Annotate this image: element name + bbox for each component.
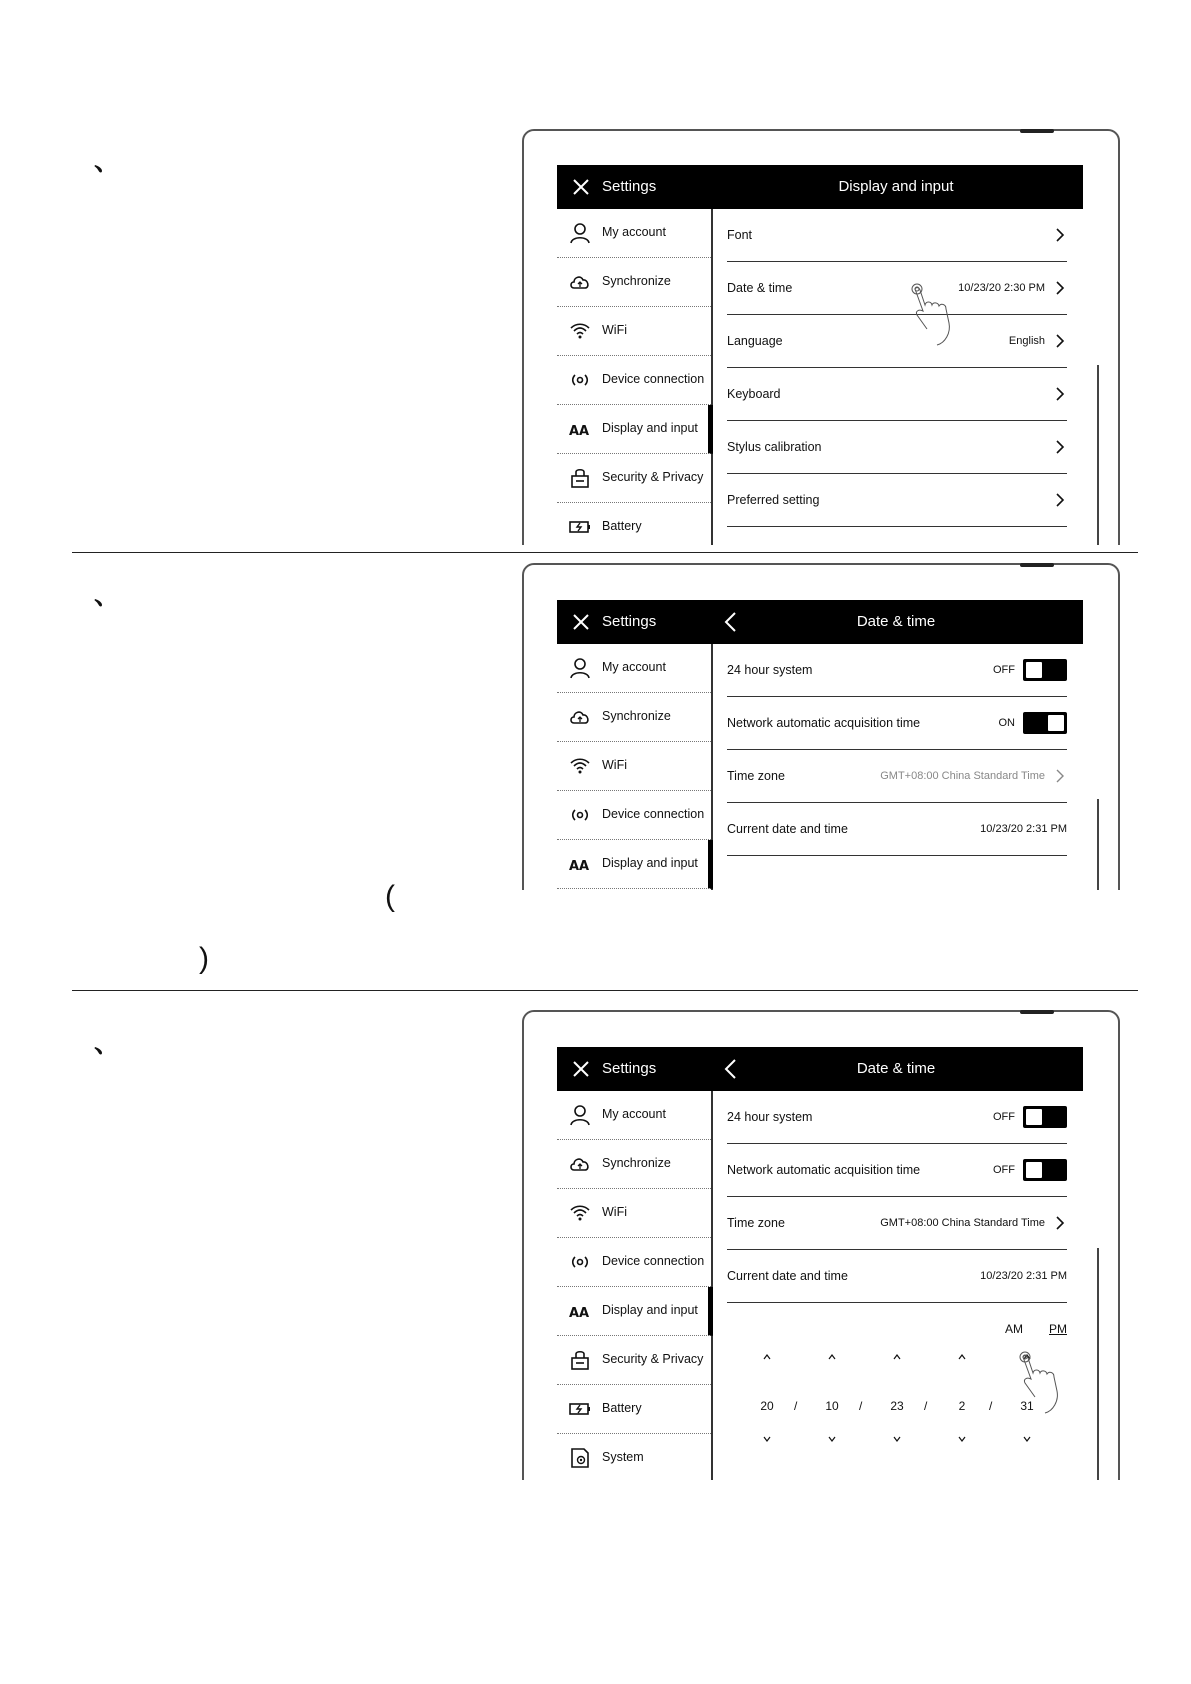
sidebar-item-system[interactable]	[557, 1434, 711, 1480]
svg-text:AA: AA	[569, 424, 590, 439]
row-value: English	[1008, 335, 1045, 347]
settings-sidebar	[557, 644, 713, 890]
user-icon	[569, 657, 591, 679]
am-option[interactable]: AM	[1005, 1322, 1023, 1336]
row-label: Font	[727, 228, 753, 242]
sidebar-item-label: Security & Privacy	[602, 1352, 704, 1366]
device-frame-1	[522, 129, 1122, 545]
sidebar-item-display-input[interactable]	[557, 840, 713, 889]
device-connection-icon	[569, 369, 591, 391]
close-icon[interactable]	[571, 1059, 591, 1079]
sidebar-item-wifi[interactable]	[557, 742, 711, 791]
sidebar-item-battery[interactable]	[557, 503, 711, 545]
row-label: Keyboard	[727, 387, 781, 401]
row-font[interactable]	[727, 209, 1067, 262]
sidebar-item-wifi[interactable]	[557, 307, 711, 356]
settings-sidebar	[557, 209, 713, 545]
toggle-state-label: OFF	[993, 664, 1015, 676]
sidebar-item-device-connection[interactable]	[557, 791, 711, 840]
chevron-right-icon	[1055, 387, 1065, 401]
row-label: Network automatic acquisition time	[727, 1163, 921, 1177]
row-label: Language	[727, 334, 783, 348]
sidebar-item-label: Battery	[602, 519, 642, 533]
picker-separator: /	[989, 1399, 993, 1413]
row-value: GMT+08:00 China Standard Time	[880, 1217, 1045, 1229]
sidebar-item-label: Display and input	[602, 856, 698, 870]
wifi-icon	[569, 1202, 591, 1224]
row-value: GMT+08:00 China Standard Time	[880, 770, 1045, 782]
row-label: Preferred setting	[727, 493, 820, 507]
sidebar-item-label: Device connection	[602, 1254, 705, 1268]
date-time-edit-screen	[557, 1047, 1083, 1480]
sidebar-item-security-privacy[interactable]	[557, 454, 711, 503]
picker-separator: /	[794, 1399, 798, 1413]
toggle-state-label: OFF	[993, 1111, 1015, 1123]
row-label: Network automatic acquisition time	[727, 716, 921, 730]
row-label: Stylus calibration	[727, 440, 822, 454]
sidebar-item-device-connection[interactable]	[557, 1238, 711, 1287]
row-value: 10/23/20 2:31 PM	[980, 1270, 1067, 1282]
row-label: Current date and time	[727, 822, 848, 836]
24-hour-toggle[interactable]	[1023, 1106, 1067, 1128]
chevron-right-icon	[1055, 1216, 1065, 1230]
network-time-toggle[interactable]	[1023, 1159, 1067, 1181]
sidebar-item-my-account[interactable]	[557, 1091, 711, 1140]
row-label: Time zone	[727, 769, 785, 783]
close-icon[interactable]	[571, 177, 591, 197]
section-3-mark: 、	[94, 1028, 121, 1058]
page-title: Date & time	[856, 1060, 936, 1077]
wifi-icon	[569, 755, 591, 777]
sidebar-item-label: Synchronize	[602, 274, 671, 288]
sidebar-item-display-input[interactable]	[557, 1287, 713, 1336]
settings-content	[711, 1091, 1083, 1480]
sidebar-item-synchronize[interactable]	[557, 258, 711, 307]
row-current-date-time	[727, 1250, 1067, 1303]
row-label: Current date and time	[727, 1269, 848, 1283]
chevron-down-icon[interactable]	[762, 1435, 772, 1443]
chevron-up-icon[interactable]	[892, 1353, 902, 1361]
sidebar-item-label: Display and input	[602, 421, 698, 435]
settings-content	[711, 644, 1083, 890]
top-bar	[557, 600, 1083, 644]
row-label: Time zone	[727, 1216, 785, 1230]
device-connection-icon	[569, 1251, 591, 1273]
sidebar-item-label: Display and input	[602, 1303, 698, 1317]
section-divider	[72, 990, 1138, 991]
picker-separator: /	[924, 1399, 928, 1413]
settings-screen	[557, 165, 1083, 545]
sidebar-item-synchronize[interactable]	[557, 693, 711, 742]
battery-icon	[569, 516, 591, 538]
chevron-down-icon[interactable]	[827, 1435, 837, 1443]
top-bar	[557, 165, 1083, 209]
chevron-right-icon	[1055, 228, 1065, 242]
sidebar-item-label: My account	[602, 660, 666, 674]
lock-icon	[569, 1349, 591, 1371]
sidebar-item-label: System	[602, 1450, 644, 1464]
sidebar-item-label: Synchronize	[602, 709, 671, 723]
sidebar-item-security-privacy[interactable]	[557, 1336, 711, 1385]
chevron-down-icon[interactable]	[892, 1435, 902, 1443]
sidebar-item-label: WiFi	[602, 1205, 627, 1219]
row-label: 24 hour system	[727, 663, 813, 677]
settings-title: Settings	[602, 613, 657, 630]
day-value: 23	[890, 1399, 904, 1413]
settings-title: Settings	[602, 178, 657, 195]
24-hour-toggle[interactable]	[1023, 659, 1067, 681]
sidebar-item-label: Security & Privacy	[602, 470, 704, 484]
battery-icon	[569, 1398, 591, 1420]
chevron-right-icon	[1055, 769, 1065, 783]
display-input-icon	[569, 1300, 591, 1322]
row-preferred-setting[interactable]	[727, 474, 1067, 527]
picker-separator: /	[859, 1399, 863, 1413]
section-1-mark: 、	[94, 146, 121, 176]
row-24-hour-system	[727, 1091, 1067, 1144]
user-icon	[569, 222, 591, 244]
cloud-sync-icon	[569, 271, 591, 293]
sidebar-item-device-connection[interactable]	[557, 356, 711, 405]
settings-content	[711, 209, 1083, 545]
row-time-zone[interactable]	[727, 1197, 1067, 1250]
tap-hand-icon	[1019, 1351, 1073, 1415]
row-language[interactable]	[727, 315, 1067, 368]
date-time-screen	[557, 600, 1083, 890]
cloud-sync-icon	[569, 1153, 591, 1175]
row-date-time[interactable]	[727, 262, 1067, 315]
sidebar-item-my-account[interactable]	[557, 644, 711, 693]
sidebar-item-label: Battery	[602, 1401, 642, 1415]
toggle-state-label: OFF	[993, 1164, 1015, 1176]
lock-icon	[569, 467, 591, 489]
chevron-right-icon	[1055, 334, 1065, 348]
settings-sidebar	[557, 1091, 713, 1480]
row-label: 24 hour system	[727, 1110, 813, 1124]
row-stylus-calibration[interactable]	[727, 421, 1067, 474]
scrollbar[interactable]	[1097, 365, 1099, 545]
chevron-down-icon[interactable]	[957, 1435, 967, 1443]
settings-title: Settings	[602, 1060, 657, 1077]
svg-text:AA: AA	[569, 859, 590, 874]
section-2-mark: 、	[94, 580, 121, 610]
sidebar-item-wifi[interactable]	[557, 1189, 711, 1238]
sidebar-item-my-account[interactable]	[557, 209, 711, 258]
section-divider	[72, 552, 1138, 553]
close-icon[interactable]	[571, 612, 591, 632]
sidebar-item-display-input[interactable]	[557, 405, 713, 454]
device-connection-icon	[569, 804, 591, 826]
chevron-right-icon	[1055, 440, 1065, 454]
paren-open: (	[385, 880, 395, 913]
device-frame-2	[522, 563, 1122, 890]
page-title: Date & time	[856, 613, 936, 630]
row-label: Date & time	[727, 281, 793, 295]
scrollbar[interactable]	[1097, 1248, 1099, 1480]
row-time-zone	[727, 750, 1067, 803]
sidebar-item-label: My account	[602, 1107, 666, 1121]
month-value: 10	[825, 1399, 839, 1413]
chevron-up-icon[interactable]	[957, 1353, 967, 1361]
system-icon	[569, 1447, 591, 1469]
page-title: Display and input	[838, 178, 954, 195]
sidebar-item-label: My account	[602, 225, 666, 239]
sidebar-item-label: Device connection	[602, 372, 705, 386]
chevron-up-icon[interactable]	[827, 1353, 837, 1361]
row-keyboard[interactable]	[727, 368, 1067, 421]
date-time-picker	[727, 1303, 1067, 1480]
display-input-icon	[569, 418, 591, 440]
row-network-time	[727, 1144, 1067, 1197]
device-frame-3	[522, 1010, 1122, 1480]
sidebar-item-label: Synchronize	[602, 1156, 671, 1170]
top-bar	[557, 1047, 1083, 1091]
sidebar-item-label: WiFi	[602, 323, 627, 337]
wifi-icon	[569, 320, 591, 342]
toggle-state-label: ON	[998, 717, 1015, 729]
tap-hand-icon	[911, 283, 965, 347]
network-time-toggle[interactable]	[1023, 712, 1067, 734]
chevron-right-icon	[1055, 493, 1065, 507]
pm-option[interactable]: PM	[1049, 1322, 1067, 1336]
cloud-sync-icon	[569, 706, 591, 728]
chevron-right-icon	[1055, 281, 1065, 295]
row-value: 10/23/20 2:30 PM	[958, 282, 1045, 294]
sidebar-item-label: WiFi	[602, 758, 627, 772]
hour-value: 2	[958, 1399, 966, 1413]
display-input-icon	[569, 853, 591, 875]
chevron-up-icon[interactable]	[762, 1353, 772, 1361]
row-24-hour-system	[727, 644, 1067, 697]
scrollbar[interactable]	[1097, 799, 1099, 890]
row-network-time	[727, 697, 1067, 750]
year-value: 20	[760, 1399, 774, 1413]
minute-value: 31	[1020, 1399, 1034, 1413]
paren-close: )	[199, 942, 209, 975]
chevron-down-icon[interactable]	[1022, 1435, 1032, 1443]
sidebar-item-synchronize[interactable]	[557, 1140, 711, 1189]
row-value: 10/23/20 2:31 PM	[980, 823, 1067, 835]
svg-text:AA: AA	[569, 1306, 590, 1321]
row-current-date-time	[727, 803, 1067, 856]
sidebar-item-battery[interactable]	[557, 1385, 711, 1434]
sidebar-item-label: Device connection	[602, 807, 705, 821]
user-icon	[569, 1104, 591, 1126]
